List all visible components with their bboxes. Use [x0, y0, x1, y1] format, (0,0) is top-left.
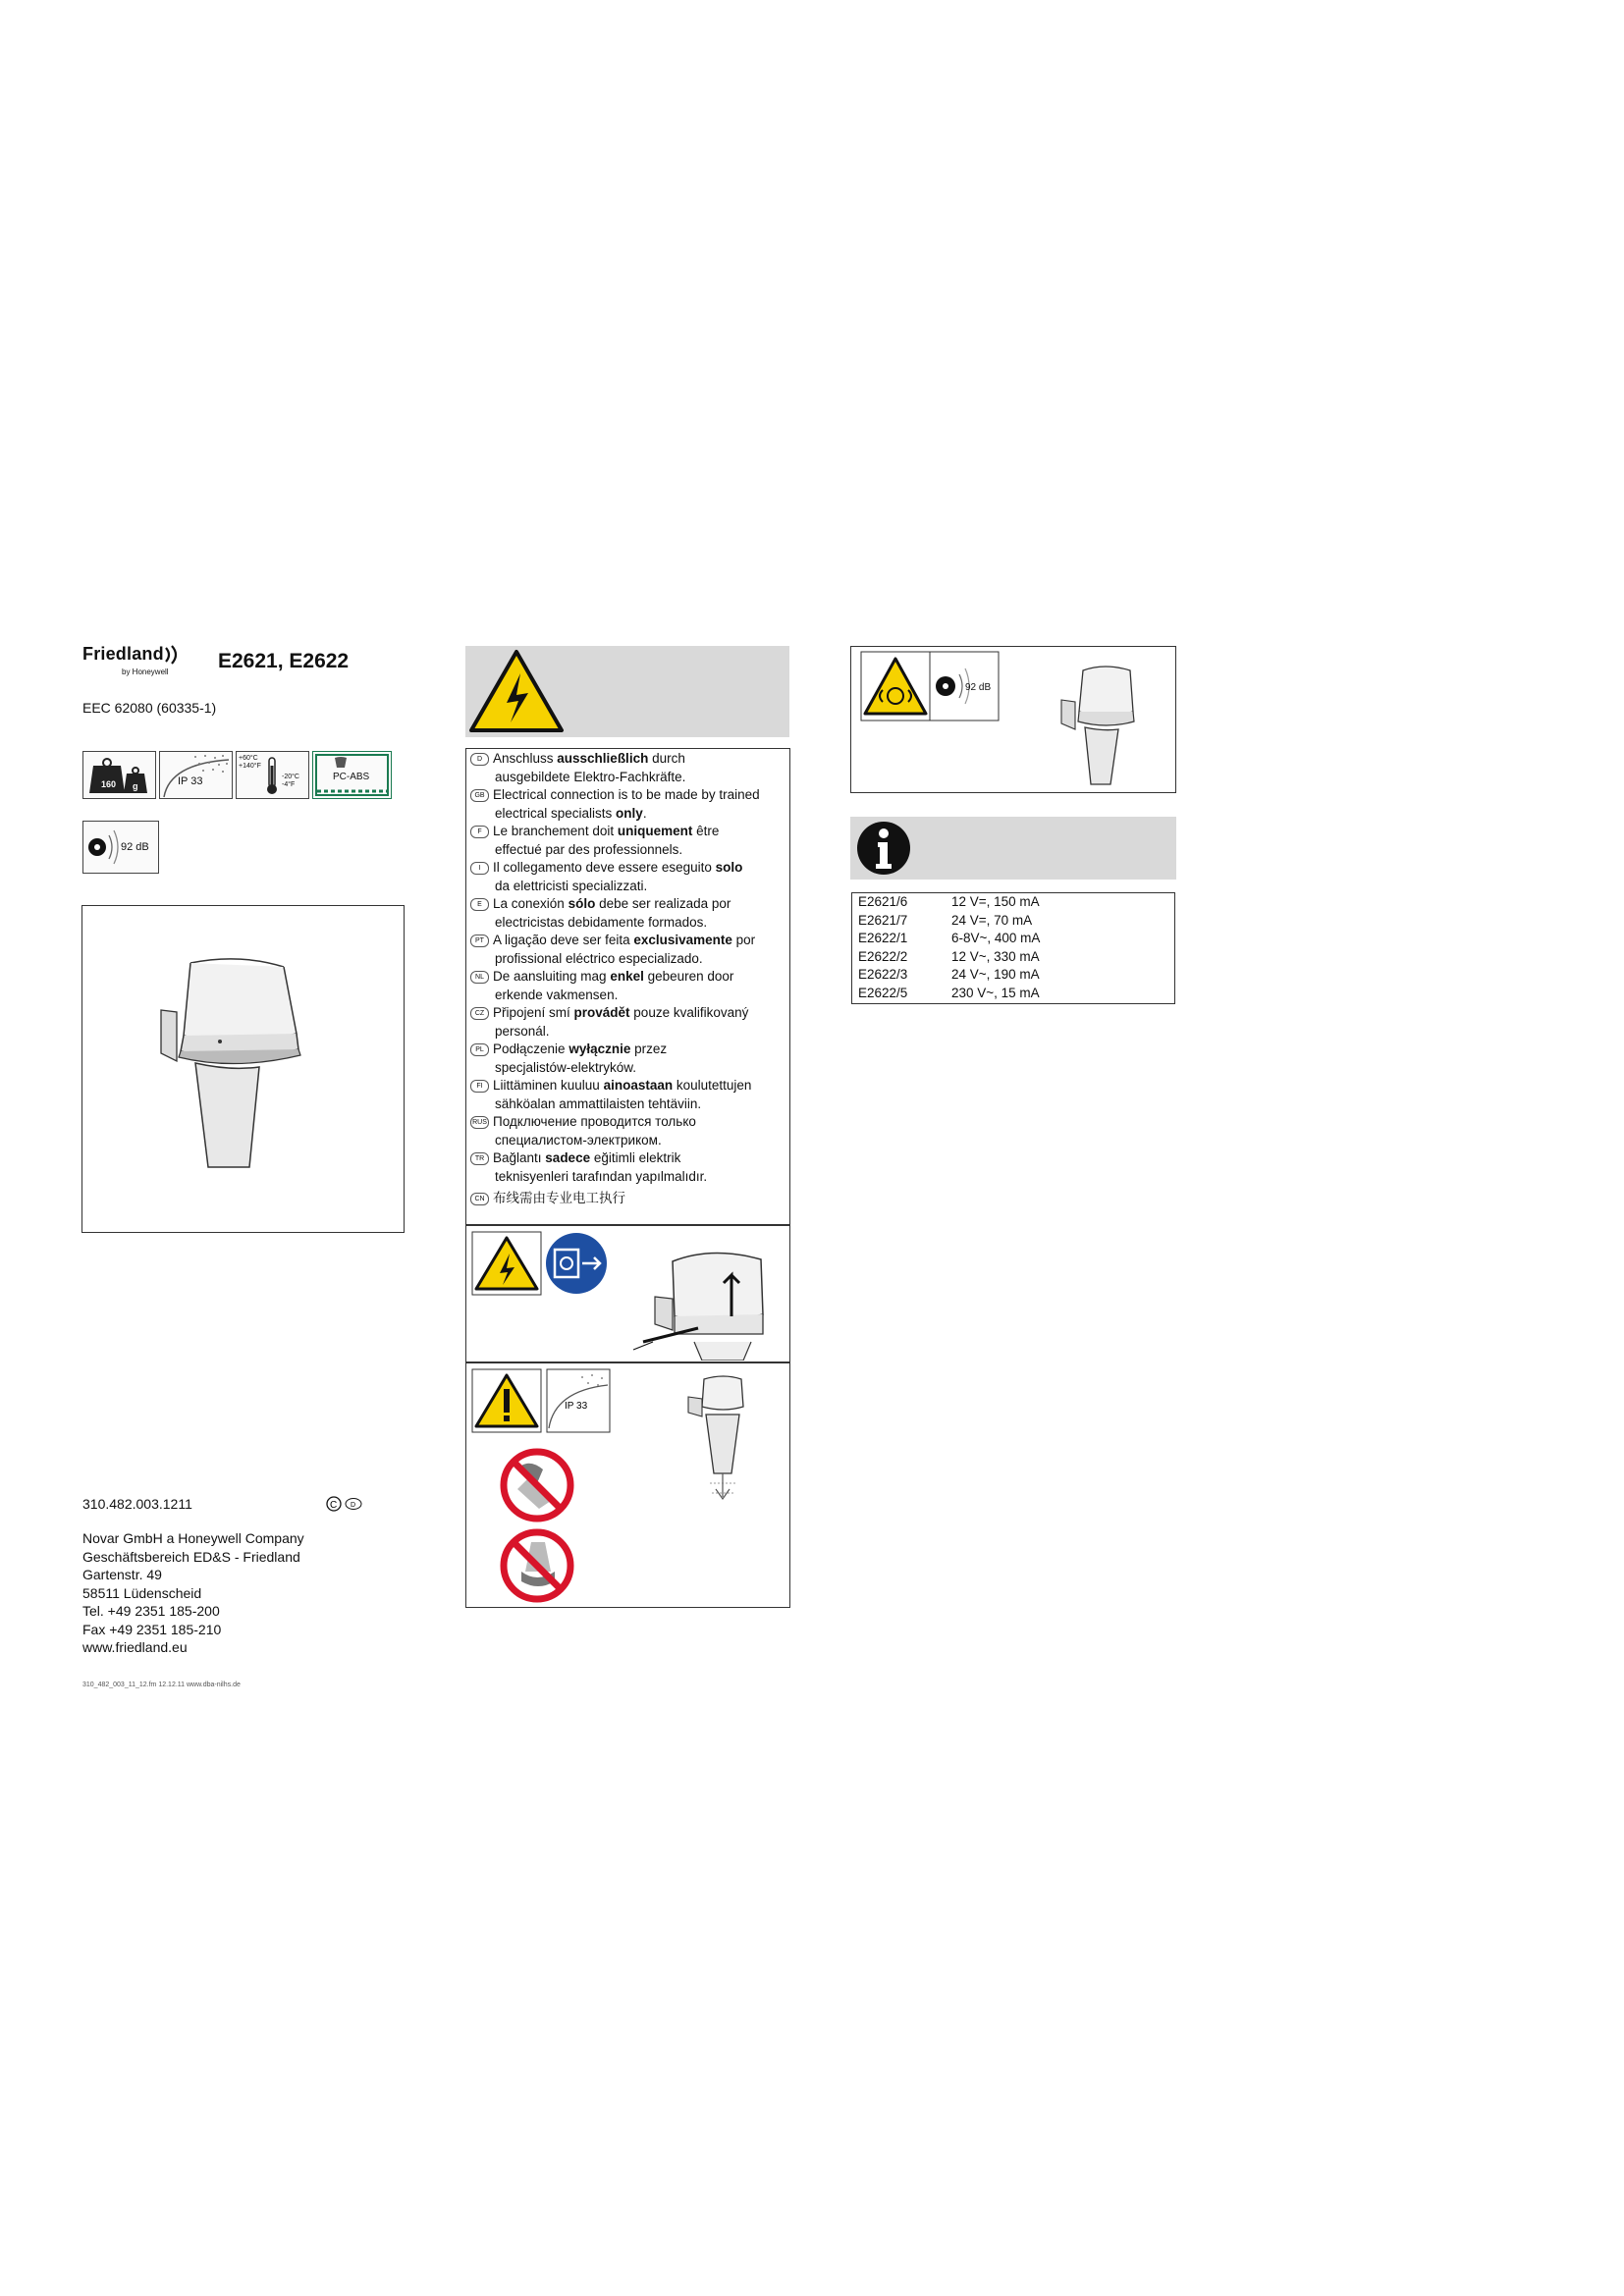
no-tilted-mounting-icon: [504, 1452, 570, 1519]
safety-text-cont: profissional eléctrico especializado.: [495, 950, 703, 966]
material-label: PC-ABS: [333, 772, 370, 782]
electric-hazard-icon: [472, 1232, 541, 1295]
model-cell: E2622/3: [858, 967, 908, 982]
warning-icon: [472, 1369, 541, 1432]
safety-text: De aansluiting mag: [493, 969, 611, 984]
safety-row-f: [470, 823, 785, 859]
safety-text: electrical specialists: [495, 805, 617, 821]
safety-text: debe ser realizada por: [595, 896, 731, 911]
siren-drawing-icon: [82, 906, 403, 1231]
table-row: [858, 966, 1040, 985]
address-line: Tel. +49 2351 185-200: [82, 1603, 220, 1619]
product-drawing: [81, 905, 405, 1233]
info-banner: [850, 817, 1176, 880]
value-cell: 12 V~, 330 mA: [951, 948, 1040, 964]
safety-row-cz: [470, 1004, 785, 1041]
safety-emphasis: ausschließlich: [557, 751, 649, 766]
value-cell: 230 V~, 15 mA: [951, 985, 1040, 1000]
lang-badge: NL: [470, 971, 489, 984]
weight-unit: g: [133, 781, 138, 791]
table-row: [858, 930, 1040, 948]
safety-text: pouze kvalifikovaný: [629, 1005, 749, 1020]
volume-icon: [82, 821, 159, 874]
table-row: [858, 985, 1040, 1003]
info-icon: [852, 817, 915, 880]
weight-icon: [82, 751, 156, 799]
safety-row-tr: [470, 1149, 785, 1186]
document-number: 310.482.003.1211: [82, 1496, 192, 1512]
warning-banner: [465, 646, 789, 737]
model-cell: E2622/2: [858, 948, 908, 964]
safety-text: koulutettujen: [673, 1078, 752, 1093]
svg-text:IP 33: IP 33: [565, 1401, 588, 1412]
safety-text: 布线需由专业电工执行: [493, 1191, 625, 1205]
safety-emphasis: only: [616, 805, 643, 821]
safety-emphasis: solo: [715, 860, 743, 875]
safety-text-cont: specjalistów-elektryków.: [495, 1059, 637, 1075]
table-row: [858, 948, 1040, 967]
safety-text: Bağlantı: [493, 1150, 546, 1165]
lang-badge: PT: [470, 934, 489, 947]
safety-text: Подключение проводится только: [493, 1114, 696, 1129]
safety-row-d: [470, 750, 785, 786]
safety-emphasis: wyłącznie: [568, 1041, 631, 1056]
brand-name: Friedland: [82, 644, 164, 664]
hearing-warning-frame: [850, 646, 1176, 793]
safety-text: Le branchement doit: [493, 824, 618, 838]
model-cell: E2621/6: [858, 894, 908, 909]
safety-text: être: [692, 824, 720, 838]
address-line: Fax +49 2351 185-210: [82, 1621, 222, 1637]
safety-text-cont: da elettricisti specializzati.: [495, 878, 648, 893]
safety-text-cont: electricistas debidamente formados.: [495, 914, 708, 930]
safety-text-cont: sähköalan ammattilaisten tehtäviin.: [495, 1095, 702, 1111]
lang-badge: RUS: [470, 1116, 489, 1129]
temperature-icon: [236, 751, 309, 799]
address-line: Novar GmbH a Honeywell Company: [82, 1530, 304, 1546]
spec-table: [851, 892, 1175, 1004]
lang-badge: FI: [470, 1080, 489, 1093]
model-cell: E2622/1: [858, 931, 908, 945]
safety-text: A ligação deve ser feita: [493, 933, 634, 947]
safety-text-cont: erkende vakmensen.: [495, 987, 619, 1002]
safety-row-pl: [470, 1041, 785, 1077]
material-icon: [312, 751, 392, 799]
safety-text: gebeuren door: [643, 969, 734, 984]
safety-row-nl: [470, 968, 785, 1004]
page-title: E2621, E2622: [218, 650, 350, 672]
no-upside-down-mounting-icon: [504, 1532, 570, 1599]
safety-text: durch: [648, 751, 685, 766]
lang-badge: GB: [470, 789, 489, 802]
siren-side-drawing-icon: [1061, 667, 1134, 784]
temp-max: +60°C +140°F: [239, 755, 261, 770]
safety-text: La conexión: [493, 896, 568, 911]
lang-badge: I: [470, 862, 489, 875]
correct-mounting-drawing-icon: [688, 1376, 743, 1499]
file-footer: 310_482_003_11_12.fm 12.12.11 www.dba-nilhs.de: [82, 1682, 241, 1688]
safety-text: por: [731, 933, 756, 947]
brand-waves-icon: [163, 645, 185, 665]
lang-badge: CN: [470, 1193, 489, 1205]
safety-text: Il collegamento deve essere eseguito: [493, 860, 716, 875]
ip-rating-icon: [159, 751, 233, 799]
address-line: Geschäftsbereich ED&S - Friedland: [82, 1548, 300, 1565]
safety-emphasis: sólo: [568, 896, 596, 911]
electric-hazard-icon: [467, 646, 566, 737]
safety-emphasis: enkel: [610, 969, 644, 984]
safety-row-gb: [470, 786, 785, 823]
table-row: [858, 912, 1032, 931]
lang-badge: TR: [470, 1152, 489, 1165]
ip-rating-icon: [547, 1369, 610, 1432]
svg-text:D: D: [351, 1502, 356, 1509]
safety-text: Liittäminen kuuluu: [493, 1078, 604, 1093]
safety-row-i: [470, 859, 785, 895]
safety-text-panel: [465, 748, 790, 1225]
safety-text-cont: personál.: [495, 1023, 550, 1039]
temp-min: -20°C -4°F: [282, 774, 299, 788]
company-address: [82, 1529, 304, 1657]
safety-text-cont: ausgebildete Elektro-Fachkräfte.: [495, 769, 686, 784]
volume-label: 92 dB: [965, 682, 992, 693]
open-housing-drawing-icon: [633, 1253, 763, 1361]
safety-row-cn: [470, 1190, 785, 1208]
safety-emphasis: sadece: [545, 1150, 591, 1165]
address-line: 58511 Lüdenscheid: [82, 1584, 202, 1601]
safety-row-rus: [470, 1113, 785, 1149]
lang-badge: CZ: [470, 1007, 489, 1020]
value-cell: 12 V=, 150 mA: [951, 894, 1040, 909]
brand-logo: [82, 644, 190, 679]
safety-text: eğitimli elektrik: [590, 1150, 681, 1165]
disconnect-panel: [465, 1225, 790, 1362]
safety-text: Electrical connection is to be made by trained: [493, 787, 760, 802]
mounting-panel: [465, 1362, 790, 1608]
ear-protection-warning-icon: [861, 652, 930, 721]
disconnect-mains-icon: [546, 1233, 607, 1294]
safety-text: Připojení smí: [493, 1005, 574, 1020]
brand-sub: by Honeywell: [122, 667, 169, 676]
safety-text-cont: teknisyenleri tarafından yapılmalıdır.: [495, 1168, 708, 1184]
lang-badge: F: [470, 826, 489, 838]
lang-badge: D: [470, 753, 489, 766]
safety-text: Podłączenie: [493, 1041, 569, 1056]
safety-emphasis: exclusivamente: [633, 933, 732, 947]
address-line: www.friedland.eu: [82, 1639, 188, 1655]
safety-row-e: [470, 895, 785, 932]
standard-ref: EEC 62080 (60335-1): [82, 700, 217, 716]
safety-emphasis: ainoastaan: [603, 1078, 674, 1093]
ip-rating-label: IP 33: [178, 775, 203, 787]
value-cell: 24 V~, 190 mA: [951, 967, 1040, 982]
model-cell: E2621/7: [858, 912, 908, 928]
value-cell: 24 V=, 70 mA: [951, 912, 1033, 928]
volume-label: 92 dB: [121, 841, 149, 853]
safety-row-fi: [470, 1077, 785, 1113]
safety-row-pt: [470, 932, 785, 968]
safety-text-cont: effectué par des professionnels.: [495, 841, 683, 857]
value-cell: 6-8V~, 400 mA: [951, 931, 1041, 945]
weight-value: 160: [101, 779, 117, 789]
certification-mark-icon: [326, 1496, 365, 1512]
safety-text: Anschluss: [493, 751, 558, 766]
safety-text: .: [642, 805, 647, 821]
svg-text:C: C: [330, 1500, 338, 1511]
safety-text: przez: [630, 1041, 668, 1056]
address-line: Gartenstr. 49: [82, 1567, 162, 1582]
safety-emphasis: uniquement: [617, 824, 693, 838]
safety-text-cont: [470, 805, 785, 824]
safety-text-cont: специалистом-электриком.: [495, 1132, 662, 1148]
table-row: [858, 893, 1040, 912]
model-cell: E2622/5: [858, 985, 908, 1000]
lang-badge: PL: [470, 1043, 489, 1056]
safety-emphasis: provádět: [573, 1005, 630, 1020]
lang-badge: E: [470, 898, 489, 911]
